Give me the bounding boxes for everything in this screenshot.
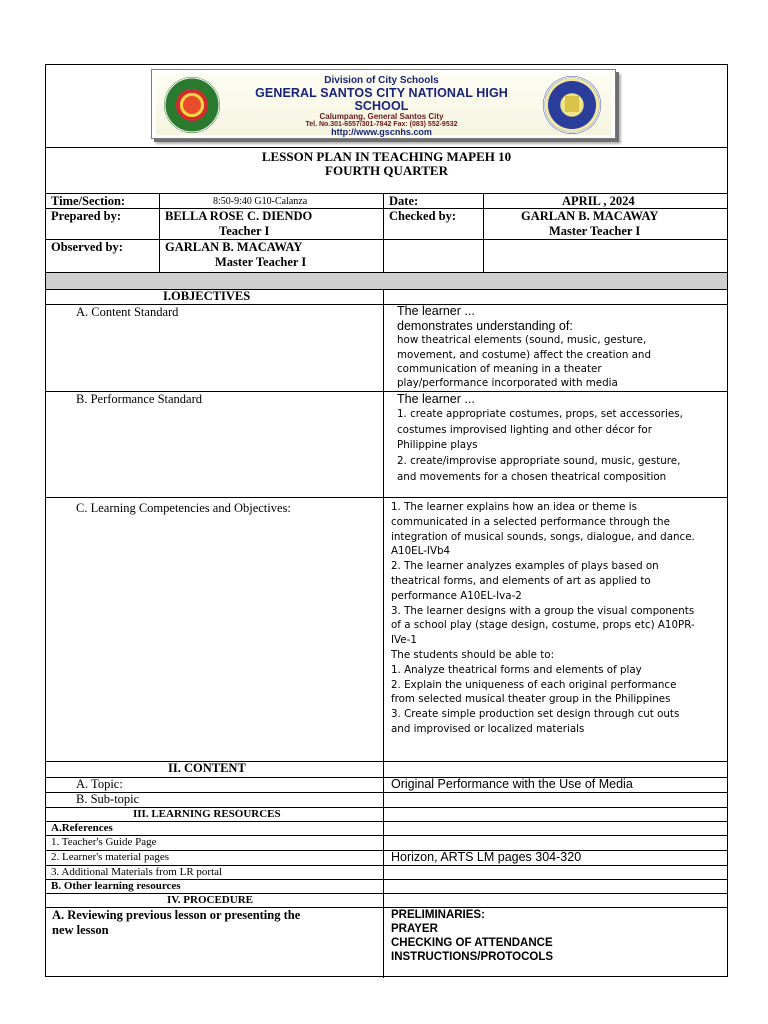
reviewing-line: CHECKING OF ATTENDANCE <box>391 937 553 949</box>
performance-standard-lead: The learner ... <box>397 392 475 406</box>
lesson-plan-title: LESSON PLAN IN TEACHING MAPEH 10 <box>261 149 512 164</box>
performance-standard-line: Philippine plays <box>397 439 478 451</box>
rule <box>46 497 727 498</box>
reviewing-line: PRAYER <box>391 923 438 935</box>
content-standard-line: communication of meaning in a theater <box>397 363 602 375</box>
time-section-label: Time/Section: <box>51 194 126 208</box>
teachers-guide-label: 1. Teacher's Guide Page <box>51 836 157 848</box>
competency-line: 2. Explain the uniqueness of each original performance <box>391 678 677 691</box>
school-banner <box>151 69 616 139</box>
competencies-label: C. Learning Competencies and Objectives: <box>76 501 291 515</box>
performance-standard-line: 2. create/improvise appropriate sound, music, gesture, <box>397 455 681 467</box>
observed-by-name: GARLAN B. MACAWAY <box>165 240 303 254</box>
prepared-by-label: Prepared by: <box>51 209 122 223</box>
reviewing-label: new lesson <box>52 923 109 937</box>
content-standard-line: how theatrical elements (sound, music, gesture, <box>397 334 647 346</box>
quarter-title: FOURTH QUARTER <box>325 163 448 178</box>
column-rule <box>159 193 160 273</box>
content-standard-label: A. Content Standard <box>76 305 179 319</box>
content-standard-lead: The learner ... <box>397 304 475 318</box>
column-rule <box>383 289 384 978</box>
competency-line: of a school play (stage design, costume, props etc) A10PR- <box>391 619 695 632</box>
rule <box>46 761 727 762</box>
spacer-band <box>46 273 727 289</box>
objectives-heading: I.OBJECTIVES <box>163 289 251 303</box>
competency-line: integration of musical sounds, songs, dialogue, and dance. <box>391 530 695 543</box>
rule <box>46 792 727 793</box>
content-standard-line: movement, and costume) affect the creation and <box>397 349 651 361</box>
date-label: Date: <box>389 194 419 208</box>
content-standard-lead: demonstrates understanding of: <box>397 319 573 333</box>
competency-line: 3. The learner designs with a group the visual components <box>391 604 695 617</box>
subtopic-label: B. Sub-topic <box>76 792 140 806</box>
performance-standard-label: B. Performance Standard <box>76 392 203 406</box>
performance-standard-line: costumes improvised lighting and other décor for <box>397 424 652 436</box>
school-website: http://www.gscnhs.com <box>331 127 432 138</box>
school-name: GENERAL SANTOS CITY NATIONAL HIGH SCHOOL <box>255 85 508 113</box>
rule <box>46 239 727 240</box>
competency-line: and improvised or localized materials <box>391 723 585 735</box>
prepared-by-name: BELLA ROSE C. DIENDO <box>165 209 313 223</box>
competency-line: A10EL-IVb4 <box>391 545 451 558</box>
date-value: APRIL , 2024 <box>562 194 635 208</box>
reviewing-line: PRELIMINARIES: <box>391 909 485 921</box>
topic-label: A. Topic: <box>76 777 123 791</box>
checked-by-label: Checked by: <box>389 209 457 223</box>
competency-line: 3. Create simple production set design through cut outs <box>391 708 680 721</box>
competency-line: 1. The learner explains how an idea or theme is <box>391 501 637 513</box>
content-standard-line: play/performance incorporated with media <box>397 377 618 389</box>
competency-line: theatrical forms, and elements of art as applied to <box>391 575 651 587</box>
performance-standard-line: 1. create appropriate costumes, props, set accessories, <box>397 408 683 420</box>
competency-line: communicated in a selected performance through the <box>391 515 670 528</box>
reviewing-line: INSTRUCTIONS/PROTOCOLS <box>391 951 554 963</box>
competency-line: IVe-1 <box>391 634 417 647</box>
learners-material-value: Horizon, ARTS LM pages 304-320 <box>391 850 582 864</box>
school-address: Calumpang, General Santos City <box>319 111 444 121</box>
observed-by-label: Observed by: <box>51 240 123 254</box>
prepared-by-role: Teacher I <box>219 224 270 238</box>
resources-heading: III. LEARNING RESOURCES <box>133 808 281 820</box>
school-contact: Tel. No.301-6557/301-7842 Fax: (083) 552-9532 <box>305 121 458 129</box>
school-seal-icon <box>543 76 601 134</box>
performance-standard-line: and movements for a chosen theatrical composition <box>397 471 667 483</box>
column-rule <box>383 193 384 273</box>
time-section-value: 8:50-9:40 G10-Calanza <box>213 196 308 207</box>
checked-by-role: Master Teacher I <box>549 224 641 238</box>
additional-materials-label: 3. Additional Materials from LR portal <box>51 866 223 878</box>
competency-line: 2. The learner analyzes examples of plays based on <box>391 560 659 573</box>
competency-line: The students should be able to: <box>391 649 555 661</box>
competency-line: from selected musical theater group in the Philippines <box>391 693 671 706</box>
lesson-plan-page <box>45 64 728 977</box>
procedure-heading: IV. PROCEDURE <box>167 894 253 906</box>
competency-line: 1. Analyze theatrical forms and elements of play <box>391 663 642 676</box>
rule <box>46 289 727 290</box>
observed-by-role: Master Teacher I <box>215 255 307 269</box>
division-name: Division of City Schools <box>324 75 439 86</box>
topic-value: Original Performance with the Use of Media <box>391 777 633 791</box>
other-resources-label: B. Other learning resources <box>51 880 181 892</box>
column-rule <box>483 193 484 273</box>
content-heading: II. CONTENT <box>168 761 246 775</box>
learners-material-label: 2. Learner's material pages <box>51 851 170 863</box>
checked-by-name: GARLAN B. MACAWAY <box>521 209 659 223</box>
rule <box>46 147 727 148</box>
references-label: A.References <box>51 822 113 834</box>
city-schools-seal-icon <box>164 77 220 133</box>
competency-line: performance A10EL-Iva-2 <box>391 589 522 602</box>
reviewing-label: A. Reviewing previous lesson or presenting the <box>52 908 301 922</box>
